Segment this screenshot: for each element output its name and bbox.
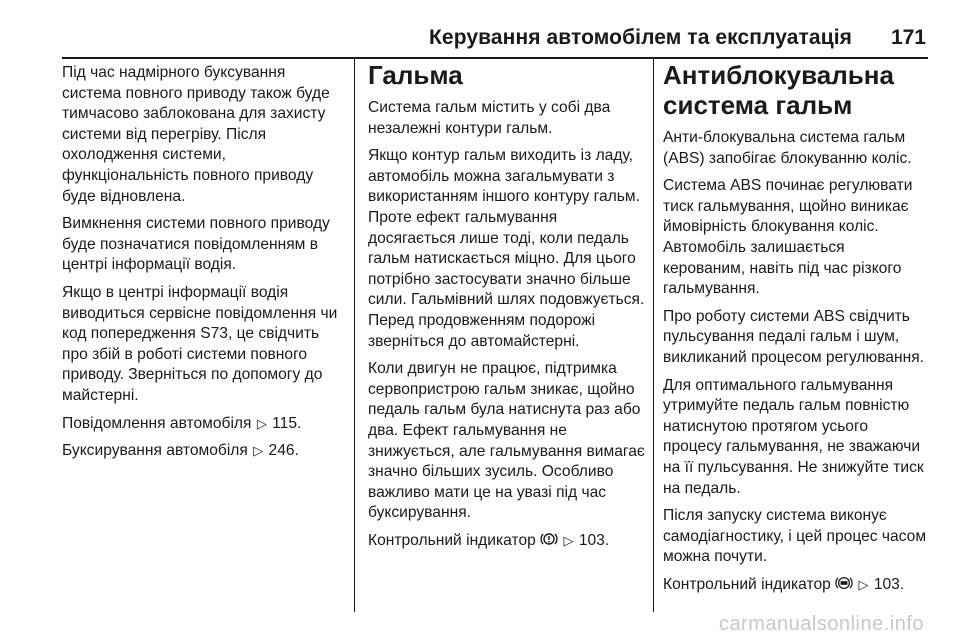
column-divider-2 [653, 59, 654, 612]
reference-arrow-icon: ▷ [256, 415, 267, 431]
chapter-title: Керування автомобілем та експлуатація [429, 26, 852, 49]
paragraph: Про роботу системи ABS свідчить пульсування педалі гальм і шум, викликаний процесом регулювання. [663, 307, 924, 366]
indicator-label: Контрольний індикатор [368, 531, 536, 549]
cross-reference-page: 115. [272, 414, 302, 432]
brake-warning-icon [540, 531, 558, 554]
watermark [0, 613, 960, 636]
paragraph: Вимкнення системи повного приводу буде позначатися повідомленням в центрі інформації водія. [62, 215, 330, 274]
cross-reference-page: 246. [268, 442, 299, 460]
paragraph: Анти-блокувальна система гальм (ABS) запобігає блокуванню коліс. [663, 129, 912, 167]
abs-warning-icon [835, 575, 853, 598]
header-rule [62, 57, 928, 59]
cross-reference-label: Буксирування автомобіля [62, 442, 248, 460]
page-header [0, 0, 960, 58]
indicator-page: 103. [873, 575, 905, 593]
reference-arrow-icon: ▷ [858, 576, 869, 592]
paragraph: Система ABS починає регулювати тиск гальмування, щойно виникає ймовірність блокування коліс. Автомобіль залишається керованим, навіть під час різкого гальмування. [663, 177, 913, 298]
paragraph: Якщо в центрі інформації водія виводиться сервісне повідомлення чи код попередження S73, це свідчить про збій в роботі системи повного приводу. Зверніться по допомогу до майстерні. [62, 283, 338, 404]
column-awd [62, 63, 346, 469]
paragraph: Система гальм містить у собі два незалежні контури гальм. [368, 99, 611, 137]
section-heading: Гальма [368, 60, 463, 90]
paragraph: Коли двигун не працює, підтримка сервопристрою гальм зникає, щойно педаль гальм була натиснута раз або два. Ефект гальмування не знижується, але гальмування вимагає значно більших зусиль. Особливо важливо мати це на увазі під час буксирування. [368, 360, 645, 522]
paragraph: Для оптимального гальмування утримуйте педаль гальм повністю натиснутою протягом усього процесу гальмування, не зважаючи на її пульсування. Не знижуйте тиск на педаль. [663, 376, 924, 497]
paragraph: Під час надмірного буксування система повного приводу також буде тимчасово заблокована для захисту системи від перегріву. Після охолодження системи, функціональність повного приводу буде відновлена. [62, 64, 330, 205]
indicator-reference[interactable] [368, 531, 648, 554]
paragraph: Якщо контур гальм виходить із ладу, автомобіль можна загальмувати з використанням іншого контуру гальм. Проте ефект гальмування досягається лише тоді, коли педаль гальм натискається міцно. Для цього потрібно застосувати значно більше сили. Гальмівний шлях подовжується. Перед продовженням подорожі зверніться до автомайстерні. [368, 147, 645, 350]
cross-reference[interactable] [62, 414, 346, 435]
cross-reference[interactable] [62, 441, 346, 462]
indicator-label: Контрольний індикатор [663, 575, 831, 593]
paragraph: Після запуску система виконує самодіагностику, і цей процес часом можна почути. [663, 507, 927, 566]
page-number: 171 [890, 26, 926, 49]
reference-arrow-icon: ▷ [563, 532, 574, 548]
cross-reference-label: Повідомлення автомобіля [62, 414, 252, 432]
column-abs [663, 60, 929, 604]
reference-arrow-icon: ▷ [253, 443, 264, 459]
indicator-page: 103. [578, 531, 610, 549]
indicator-reference[interactable] [663, 575, 929, 598]
column-divider-1 [354, 59, 355, 612]
column-brakes [368, 60, 648, 560]
section-heading: Антиблокувальна система гальм [663, 60, 894, 120]
watermark-text: carmanualsonline.info [718, 613, 924, 635]
